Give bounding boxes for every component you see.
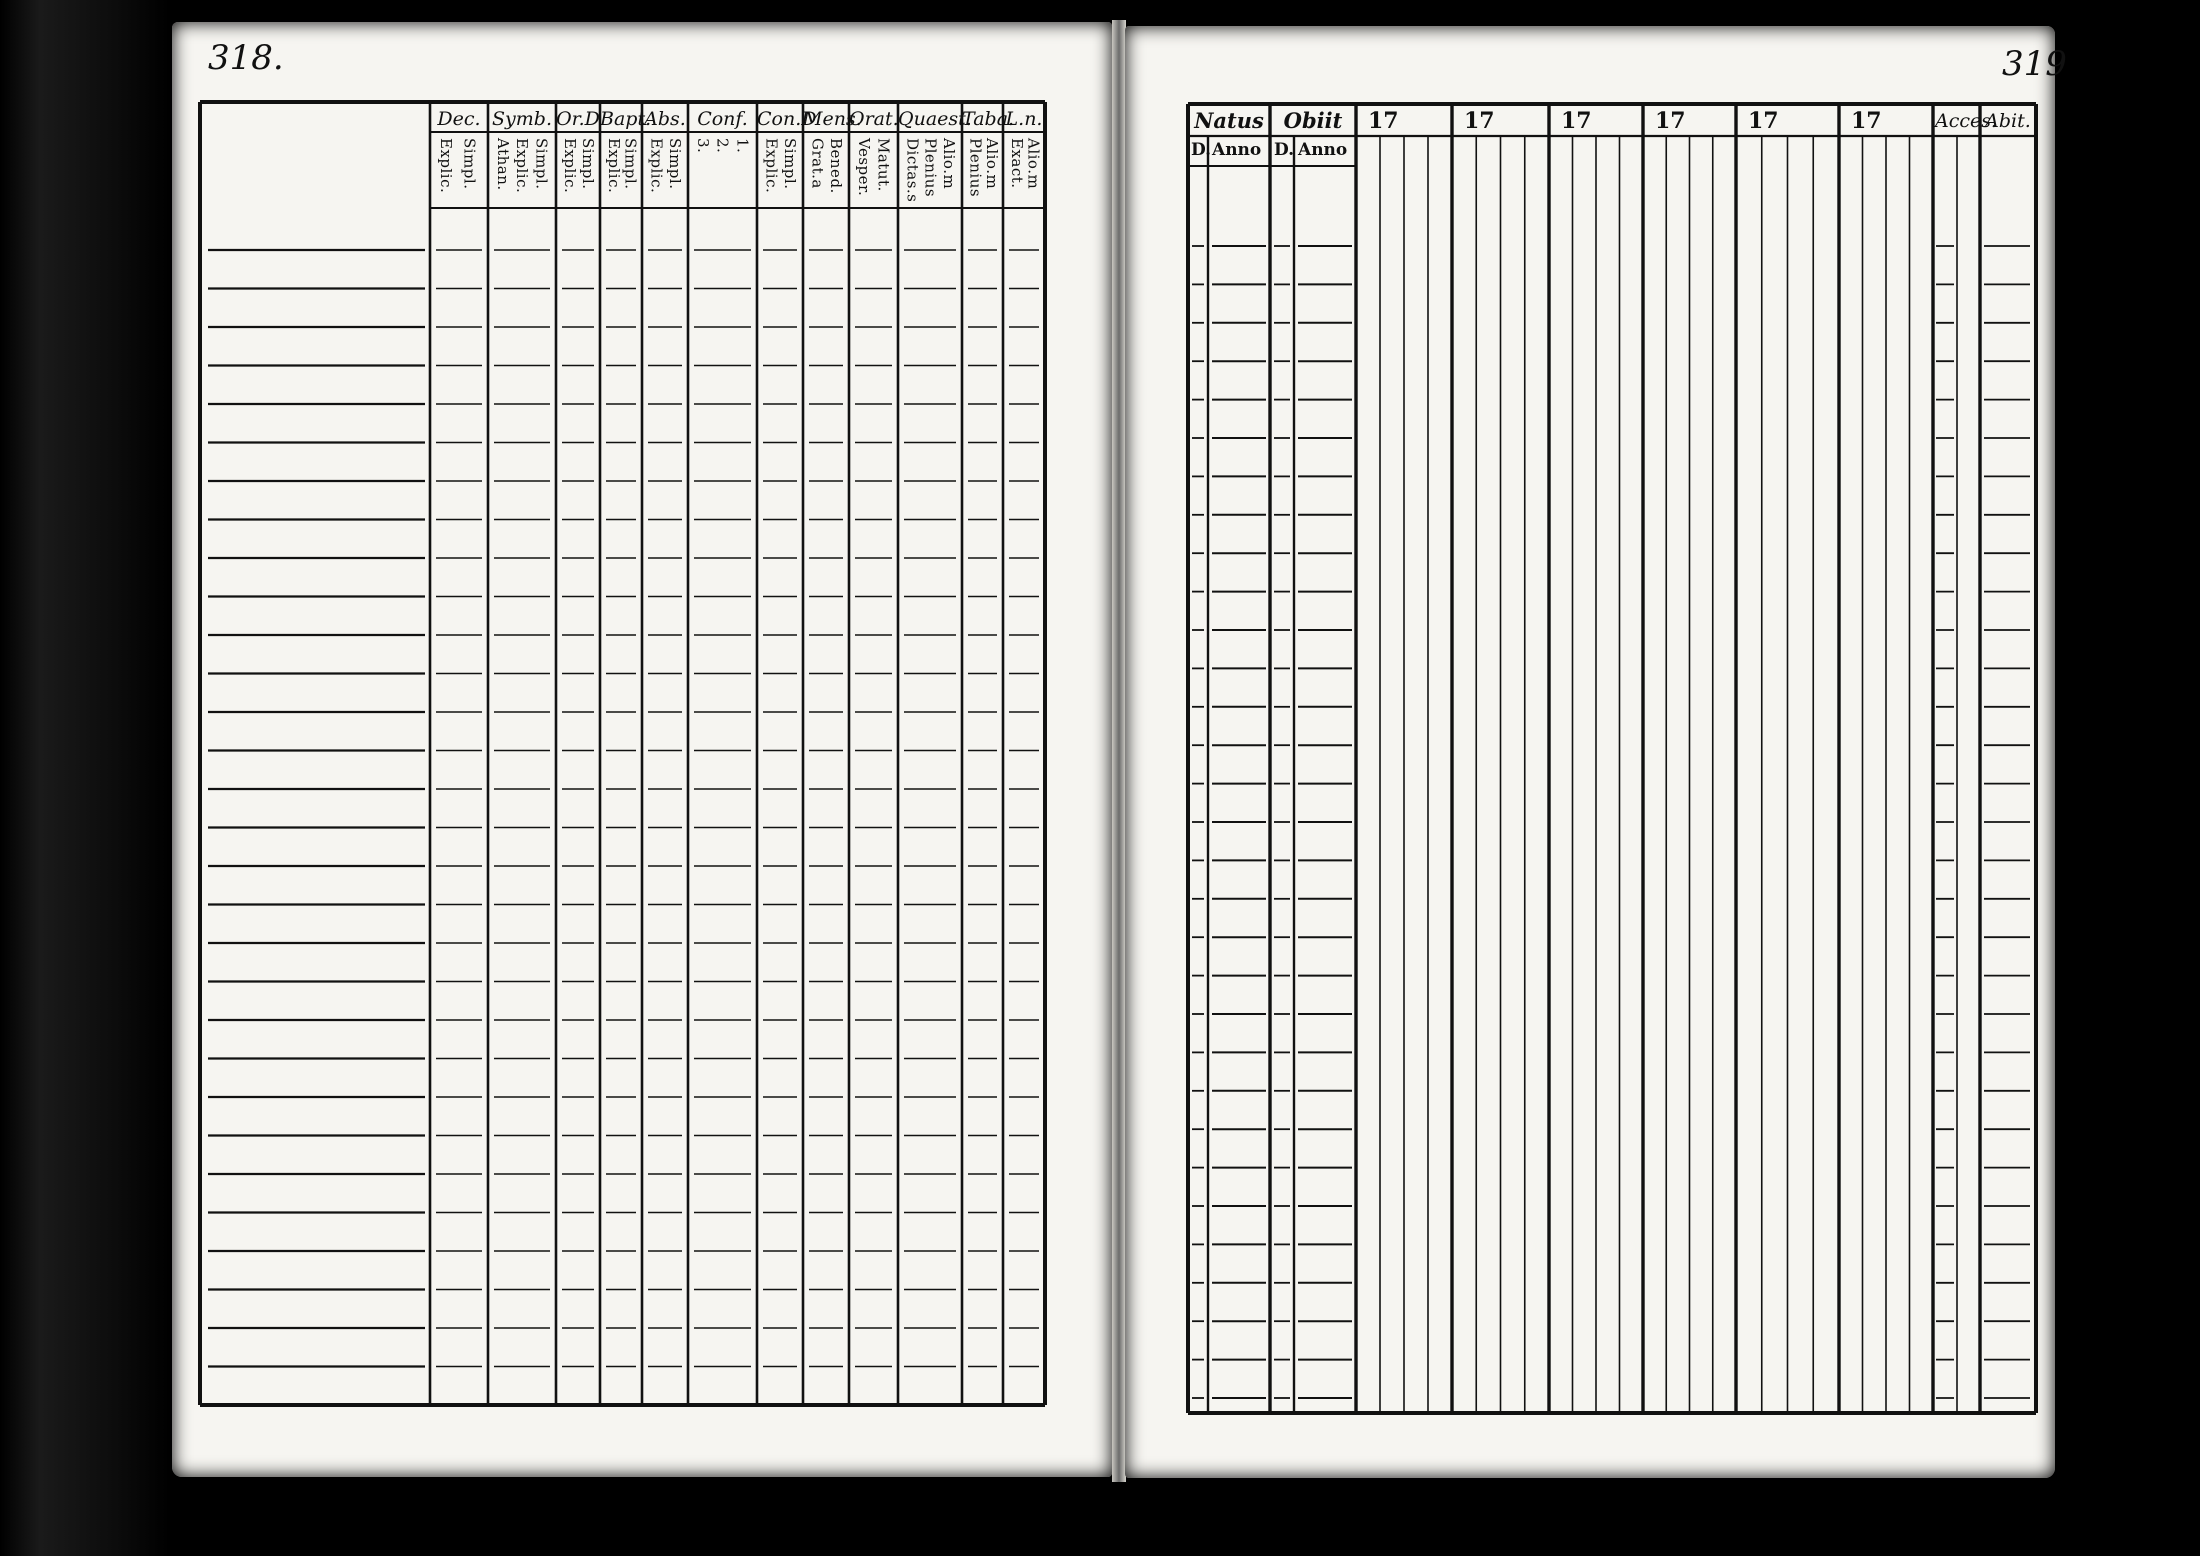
left-column-subheader: Explic. — [437, 138, 456, 194]
left-column-header: Orat. — [849, 108, 899, 130]
left-column-header: Quaest. — [898, 108, 972, 130]
left-column-subheader: Simpl. — [578, 138, 597, 190]
left-column-subheader: Explic. — [604, 138, 623, 194]
right-year-header: 17 — [1655, 108, 1686, 134]
left-column-header: Bapt. — [600, 108, 652, 130]
left-column-subheader: Matut. — [874, 138, 893, 192]
right-access-header: Acces. — [1935, 110, 1998, 132]
left-column-subheader: Alio.m — [939, 138, 958, 190]
right-natus-header: Natus — [1194, 108, 1264, 133]
left-column-subheader: Grat.a — [808, 138, 827, 189]
left-column-header: Symb. — [492, 108, 552, 130]
left-column-header: Dec. — [437, 108, 481, 130]
left-column-subheader: Explic. — [762, 138, 781, 194]
left-column-subheader: Dictas.s — [903, 138, 922, 203]
left-column-subheader: Alio.m — [983, 138, 1002, 190]
left-column-subheader: Athan. — [493, 138, 512, 191]
left-column-subheader: 1. — [733, 138, 752, 154]
right-natus-day-header: D. — [1191, 140, 1212, 160]
left-column-header: Or.D — [556, 108, 600, 130]
left-column-header: Taba. — [962, 108, 1015, 130]
left-column-subheader: Plenius — [921, 138, 940, 198]
left-column-subheader: Alio.m — [1024, 138, 1043, 190]
left-column-subheader: Simpl. — [665, 138, 684, 190]
right-year-header: 17 — [1851, 108, 1882, 134]
left-column-header: L.n. — [1005, 108, 1043, 130]
right-obiit-day-header: D. — [1274, 140, 1295, 160]
left-column-subheader: Simpl. — [532, 138, 551, 190]
right-year-header: 17 — [1368, 108, 1399, 134]
left-column-subheader: Simpl. — [780, 138, 799, 190]
left-column-subheader: Simpl. — [621, 138, 640, 190]
left-column-header: Abs. — [644, 108, 686, 130]
right-natus-year-header: Anno — [1212, 140, 1262, 160]
right-obiit-year-header: Anno — [1298, 140, 1348, 160]
left-column-subheader: Plenius — [966, 138, 985, 198]
left-folio-number: 318. — [208, 38, 284, 78]
left-column-subheader: Explic. — [513, 138, 532, 194]
right-year-header: 17 — [1464, 108, 1495, 134]
left-column-header: Mens. — [803, 108, 862, 130]
left-column-subheader: Exact. — [1007, 138, 1026, 189]
right-folio-number: 319 — [2002, 44, 2067, 84]
left-column-subheader: 3. — [693, 138, 712, 154]
left-column-subheader: Bened. — [826, 138, 845, 194]
left-column-subheader: Explic. — [561, 138, 580, 194]
right-year-header: 17 — [1561, 108, 1592, 134]
right-obiit-header: Obiit — [1283, 108, 1343, 133]
left-column-subheader: Vesper. — [854, 138, 873, 197]
left-column-subheader: Explic. — [647, 138, 666, 194]
left-column-header: Con.D — [757, 108, 817, 130]
left-column-subheader: 2. — [713, 138, 732, 154]
right-abit-header: Abit. — [1985, 110, 2031, 132]
left-column-subheader: Simpl. — [460, 138, 479, 190]
right-year-header: 17 — [1748, 108, 1779, 134]
left-column-header: Conf. — [697, 108, 748, 130]
